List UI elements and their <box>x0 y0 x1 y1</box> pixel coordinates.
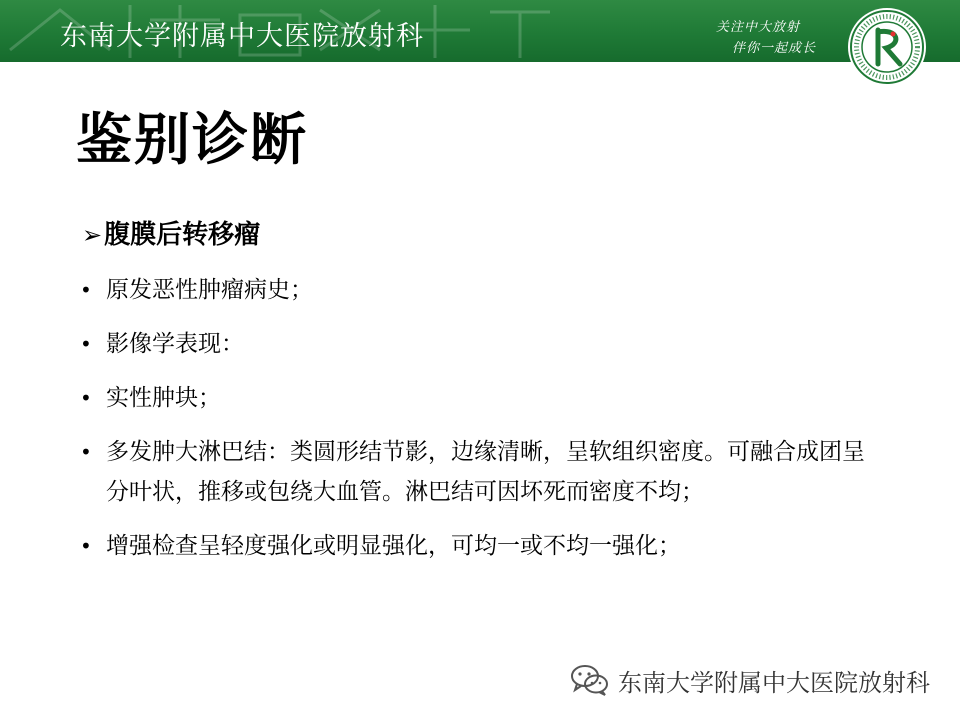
header-title: 东南大学附属中大医院放射科 <box>60 21 424 52</box>
wechat-icon <box>570 663 610 697</box>
header-bar <box>0 0 960 62</box>
slogan-line-1: 关注中大放射 <box>716 20 801 35</box>
section-heading-text: 腹膜后转移瘤 <box>104 220 261 250</box>
arrow-bullet-icon: ➢ <box>82 221 103 249</box>
slogan-line-2: 伴你一起成长 <box>732 41 817 56</box>
bullet-list <box>76 270 876 580</box>
watermark-text: 东南大学附属中大医院放射科 <box>618 668 930 697</box>
bullet-item: • 原发恶性肿瘤病史； <box>76 270 876 310</box>
page-title: 鉴别诊断 <box>76 108 308 173</box>
bullet-item: • 增强检查呈轻度强化或明显强化，可均一或不均一强化； <box>76 526 876 566</box>
watermark <box>570 660 930 700</box>
hospital-seal-logo-icon <box>846 6 928 88</box>
section-heading <box>82 214 260 251</box>
bullet-item: • 多发肿大淋巴结：类圆形结节影，边缘清晰，呈软组织密度。可融合成团呈分叶状，推移或包绕大血管。淋巴结可因坏死而密度不均； <box>76 432 876 512</box>
bullet-item: • 影像学表现： <box>76 324 876 364</box>
bullet-item: • 实性肿块； <box>76 378 876 418</box>
